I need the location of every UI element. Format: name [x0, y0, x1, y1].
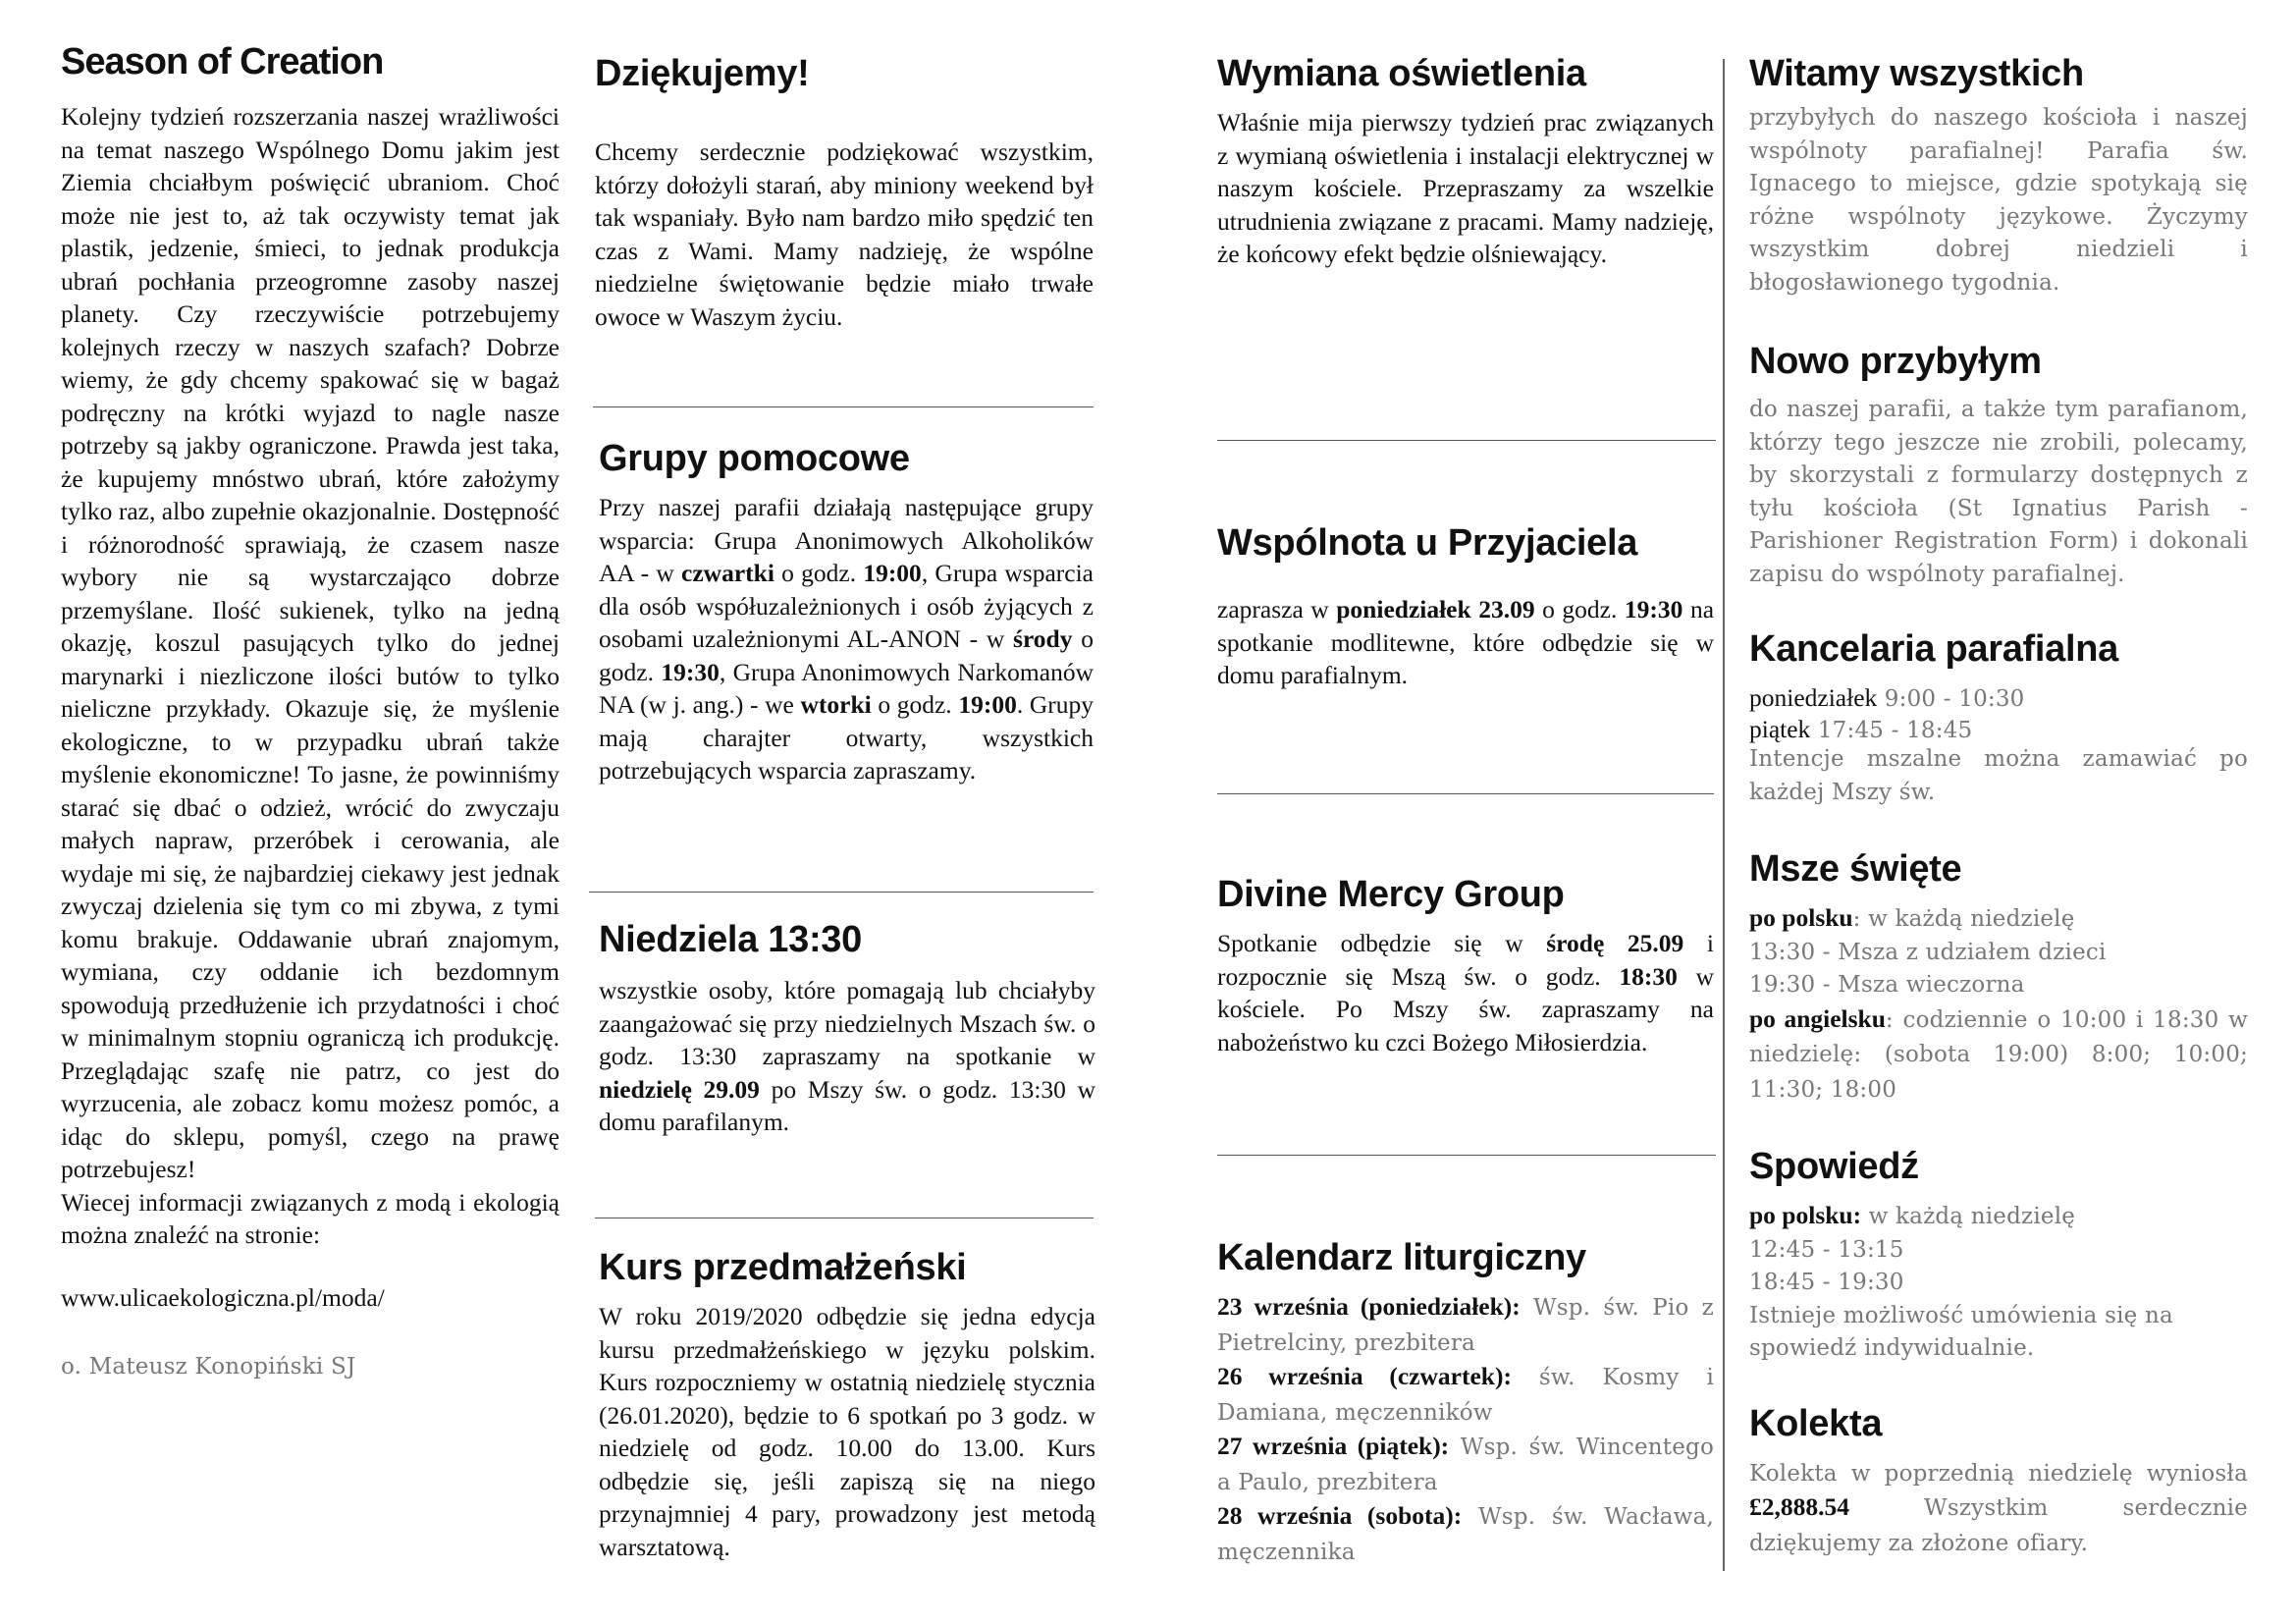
collection-body: Kolekta w poprzednią niedzielę wyniosła £2,888.54 Wszystkim serdecznie dziękujemy za złożone ofiary.	[1749, 1460, 2248, 1556]
confession-time-1: 12:45 - 13:15	[1749, 1236, 1904, 1263]
mercy-body: Spotkanie odbędzie się w środę 25.09 i rozpocznie się Mszą św. o godz. 18:30 w kościele. Po Mszy św. zapraszamy na nabożeństwo ku czci Bożego Miłosierdzia.	[1217, 929, 1714, 1056]
office-hours-monday: poniedziałek 9:00 - 10:30	[1749, 683, 2025, 712]
divider	[1217, 440, 1716, 441]
confession-title: Spowiedź	[1749, 1146, 1919, 1187]
calendar-entry: 26 września (czwartek): św. Kosmy i Damiana, męczenników	[1217, 1362, 1715, 1426]
course-body: W roku 2019/2020 odbędzie się jedna edycja kursu przedmałżeńskiego w języku polskim. Kurs rozpoczniemy w ostatnią niedzielę stycznia (26.01.2020), będzie to 6 spotkań po 3 godz. w niedzielę od godz. 10.00 do 13.00. Kurs odbędzie się, jeśli zapiszą się na niego przynajmniej 4 pary, prowadzony jest metodą warsztatową.	[599, 1302, 1095, 1561]
groups-title: Grupy pomocowe	[599, 438, 910, 479]
friend-body: zaprasza w poniedziałek 23.09 o godz. 19:30 na spotkanie modlitewne, które odbędzie się w domu parafialnym.	[1217, 595, 1715, 689]
welcome-body: przybyłych do naszego kościoła i naszej wspólnoty parafialnej! Parafia św. Ignacego to miejsce, gdzie spotykają się różne wspólnoty językowe. Życzymy wszystkim dobrej niedzieli i błogosławionego tygodnia.	[1749, 105, 2248, 296]
mercy-section	[1217, 872, 1714, 1058]
calendar-entry: 28 września (sobota): Wsp. św. Wacława, męczennika	[1217, 1501, 1714, 1565]
season-body: Kolejny tydzień rozszerzania naszej wrażliwości na temat naszego Wspólnego Domu jakim jest Ziemia chciałbym poświęcić ubraniom. Choć może nie jest to, aż tak oczywisty temat jak plastik, jedzenie, śmieci, to jednak produkcja ubrań pochłania przeogromne zasoby naszej planety. Czy rzeczywiście potrzebujemy kolejnych rzeczy w naszych szafach? Dobrze wiemy, że gdy chcemy spakować się w bagaż podręczny na krótki wyjazd to nagle nasze potrzeby są jakby ograniczone. Prawda jest taka, że kupujemy mnóstwo ubrań, które założymy tylko raz, albo zupełnie okazjonalnie. Dostępność i różnorodność sprawiają, że czasem nasze wybory nie są wystarczająco dobrze przemyślane. Ilość sukienek, tylko na jedną okazję, koszul pasujących tylko do jednej marynarki i niezliczone ilości butów to tylko nieliczne przykłady. Okazuje się, że myślenie ekologiczne, to w przypadku ubrań także myślenie ekonomiczne! To jasne, że powinniśmy starać się dbać o odzież, wrócić do zwyczaju małych napraw, przeróbek i cerowania, ale wydaje mi się, że najbardziej ciekawy jest jednak zwyczaj dzielenia się tym co mi zbywa, z tymi komu brakuje. Oddawanie ubrań znajomym, wymiana, czy oddanie ich bezdomnym spowodują przedłużenie ich przydatności i choć w minimalnym stopniu ograniczą ich produkcję. Przeglądając szafę nie patrz, co jest do wyrzucenia, ale zobacz komu możesz pomóc, a idąc do sklepu, pomyśl, czego na prawę potrzebujesz!	[61, 102, 560, 1183]
column-separator	[1723, 59, 1725, 1571]
divider	[1217, 793, 1714, 794]
confession-polish: po polsku: w każdą niedzielę	[1749, 1201, 2076, 1229]
divider	[593, 406, 1094, 407]
divider	[589, 892, 1094, 893]
lighting-body: Właśnie mija pierwszy tydzień prac związanych z wymianą oświetlenia i instalacji elektrycznej w naszym kościele. Przepraszamy za wszelkie utrudnienia związane z pracami. Mamy nadzieję, że końcowy efekt będzie olśniewający.	[1217, 108, 1714, 268]
masses-polish-2: 19:30 - Msza wieczorna	[1749, 972, 2025, 998]
office-title: Kancelaria parafialna	[1749, 628, 2119, 670]
office-hours-friday: piątek 17:45 - 18:45	[1749, 714, 1973, 743]
info-column	[1749, 51, 2248, 1560]
thanks-section	[595, 51, 1094, 333]
season-signature: o. Mateusz Konopiński SJ	[61, 1354, 356, 1380]
divider	[1217, 1155, 1716, 1156]
groups-section	[599, 436, 1094, 787]
newcomers-title: Nowo przybyłym	[1749, 341, 2042, 382]
welcome-title: Witamy wszystkich	[1749, 53, 2084, 94]
season-column	[61, 39, 560, 1384]
thanks-body: Chcemy serdecznie podziękować wszystkim, którzy dołożyli starań, aby miniony weekend był tak wspaniały. Było nam bardzo miło spędzić ten czas z Wami. Mamy nadzieję, że wspólne niedzielne świętowanie będzie miało trwałe owoce w Waszym życiu.	[595, 137, 1094, 331]
sunday-body: wszystkie osoby, które pomagają lub chciałyby zaangażować się przy niedzielnych Mszach św. o godz. 13:30 zapraszamy na spotkanie w niedzielę 29.09 po Mszy św. o godz. 13:30 w domu parafilanym.	[599, 976, 1096, 1136]
friend-section	[1217, 520, 1714, 692]
thanks-title: Dziękujemy!	[595, 53, 810, 94]
calendar-section	[1217, 1235, 1714, 1569]
sunday-title: Niedziela 13:30	[599, 919, 862, 960]
course-title: Kurs przedmałżeński	[599, 1247, 967, 1288]
calendar-title: Kalendarz liturgiczny	[1217, 1237, 1586, 1278]
lighting-title: Wymiana oświetlenia	[1217, 53, 1586, 94]
course-section	[599, 1245, 1095, 1563]
season-more: Wiecej informacji związanych z modą i ekologią można znaleźć na stronie:	[61, 1187, 560, 1249]
newcomers-body: do naszej parafii, a także tym parafianom, którzy tego jeszcze nie zrobili, polecamy, by skorzystali z formularzy dostępnych z tyłu kościoła (St Ignatius Parish - Parishioner Registration Form) i dokonali zapisu do wspólnoty parafialnej.	[1749, 397, 2248, 587]
season-title: Season of Creation	[61, 41, 384, 82]
mercy-title: Divine Mercy Group	[1217, 874, 1565, 915]
groups-body: Przy naszej parafii działają następujące grupy wsparcia: Grupa Anonimowych Alkoholików AA - w czwartki o godz. 19:00, Grupa wsparcia dla osób współuzależnionych i osób żyjących z osobami uzależnionymi AL-ANON - w środy o godz. 19:30, Grupa Anonimowych Narkomanów NA (w j. ang.) - we wtorki o godz. 19:00. Grupy mają charajter otwarty, wszystkich potrzebujących wsparcia zapraszamy.	[599, 493, 1095, 785]
confession-time-2: 18:45 - 19:30	[1749, 1270, 1904, 1295]
sunday-section	[599, 917, 1095, 1139]
lighting-section	[1217, 51, 1714, 271]
calendar-entry: 27 września (piątek): Wsp. św. Wincentego a Paulo, prezbitera	[1217, 1432, 1715, 1495]
masses-polish-1: 13:30 - Msza z udziałem dzieci	[1749, 939, 2107, 965]
confession-note: Istnieje możliwość umówienia się na spowiedź indywidualnie.	[1749, 1302, 2173, 1361]
masses-polish: po polsku: w każdą niedzielę	[1749, 903, 2075, 932]
office-note: Intencje mszalne można zamawiać po każdej Mszy św.	[1749, 746, 2248, 805]
season-url[interactable]: www.ulicaekologiczna.pl/moda/	[61, 1282, 385, 1312]
masses-title: Msze święte	[1749, 848, 1962, 890]
masses-english: po angielsku: codziennie o 10:00 i 18:30 w niedzielę: (sobota 19:00) 8:00; 10:00; 11:30; 18:00	[1749, 1003, 2249, 1103]
collection-title: Kolekta	[1749, 1402, 1883, 1444]
friend-title: Wspólnota u Przyjaciela	[1217, 522, 1638, 564]
calendar-entry: 23 września (poniedziałek): Wsp. św. Pio z Pietrelciny, prezbitera	[1217, 1292, 1714, 1356]
